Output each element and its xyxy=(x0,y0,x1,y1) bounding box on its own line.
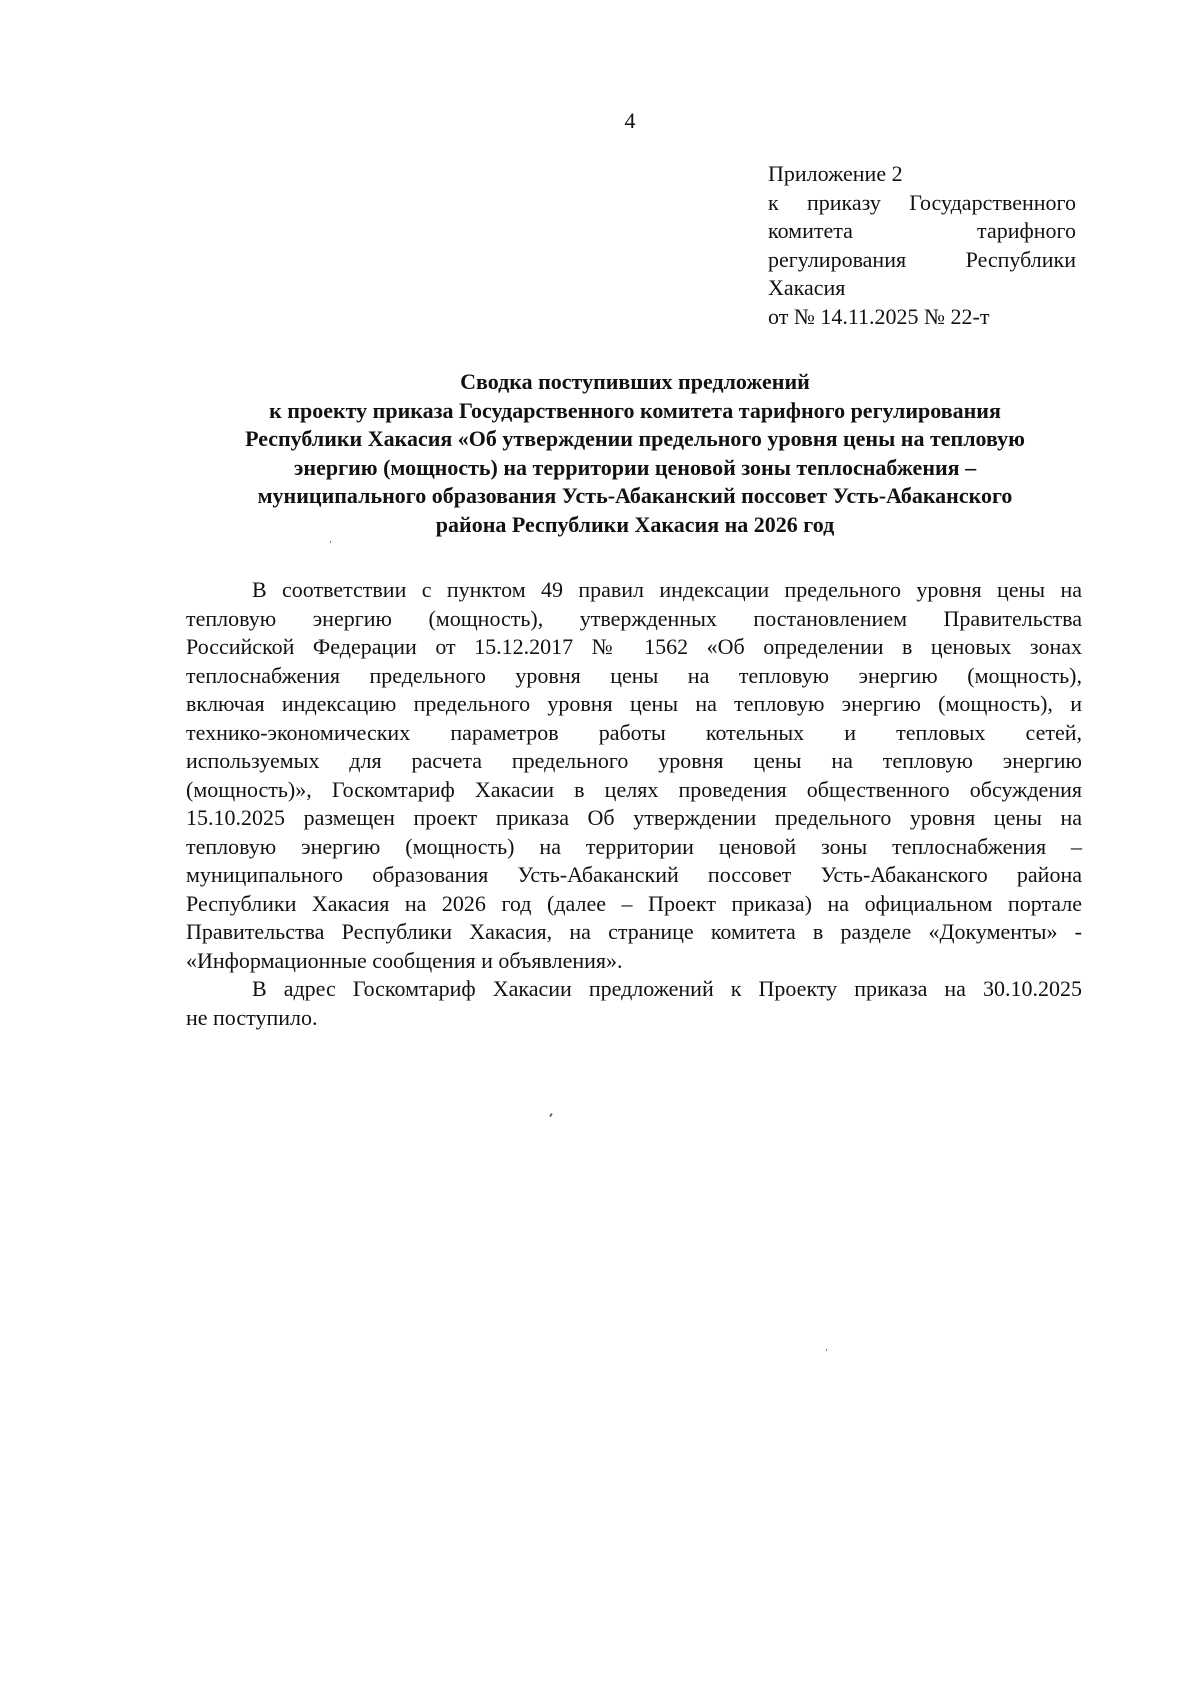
annex-line: Приложение 2 xyxy=(768,161,903,186)
body-line: муниципального образования Усть-Абаканский поссовет Усть-Абаканского района xyxy=(186,862,1082,887)
body-line: В адрес Госкомтариф Хакасии предложений к Проекту приказа на 30.10.2025 xyxy=(252,976,1082,1001)
title-line: муниципального образования Усть-Абаканский поссовет Усть-Абаканского xyxy=(257,483,1013,508)
scan-speck xyxy=(330,541,331,543)
annex-line: к приказу Государственного xyxy=(768,189,1076,215)
annex-line: регулирования Республики xyxy=(768,246,1076,272)
body-line: используемых для расчета предельного уровня цены на тепловую энергию xyxy=(186,748,1082,773)
body-line: В соответствии с пунктом 49 правил индексации предельного уровня цены на xyxy=(252,577,1082,602)
body-paragraph xyxy=(186,975,1082,1032)
body-line: «Информационные сообщения и объявления». xyxy=(186,947,623,973)
annex-line: комитета тарифного xyxy=(768,218,1076,243)
body-line: Российской Федерации от 15.12.2017 № 1562 «Об определении в ценовых зонах xyxy=(186,634,1082,659)
page-number: 4 xyxy=(624,108,636,133)
body-line: тепловую энергию (мощность), утвержденных постановлением Правительства xyxy=(186,605,1082,631)
annex-block xyxy=(768,160,1076,331)
title-line: к проекту приказа Государственного комитета тарифного регулирования xyxy=(269,397,1001,423)
body-line: технико-экономических параметров работы котельных и тепловых сетей, xyxy=(186,719,1082,745)
body-line: теплоснабжения предельного уровня цены на тепловую энергию (мощность), xyxy=(186,662,1082,688)
annex-line: Хакасия xyxy=(768,275,846,300)
body-paragraph xyxy=(186,576,1082,975)
body-line: Республики Хакасия на 2026 год (далее – Проект приказа) на официальном портале xyxy=(186,890,1082,916)
body-line: (мощность)», Госкомтариф Хакасии в целях проведения общественного обсуждения xyxy=(186,776,1082,802)
body-line: Правительства Республики Хакасия, на странице комитета в разделе «Документы» - xyxy=(186,919,1082,944)
body-line: тепловую энергию (мощность) на территории ценовой зоны теплоснабжения – xyxy=(186,833,1082,859)
title-line: района Республики Хакасия на 2026 год xyxy=(435,511,835,537)
body-line: включая индексацию предельного уровня цены на тепловую энергию (мощность), и xyxy=(186,691,1082,716)
scan-speck xyxy=(549,1113,553,1117)
body-line: 15.10.2025 размещен проект приказа Об утверждении предельного уровня цены на xyxy=(186,805,1082,830)
body-line: не поступило. xyxy=(186,1004,318,1030)
document-body xyxy=(186,576,1082,1032)
document-title xyxy=(180,368,1090,539)
title-line: энергию (мощность) на территории ценовой зоны теплоснабжения – xyxy=(293,454,977,480)
annex-line: от № 14.11.2025 № 22-т xyxy=(768,303,990,329)
title-line: Сводка поступивших предложений xyxy=(460,369,810,394)
scan-speck xyxy=(826,1349,827,1351)
title-line: Республики Хакасия «Об утверждении предельного уровня цены на тепловую xyxy=(245,426,1025,451)
